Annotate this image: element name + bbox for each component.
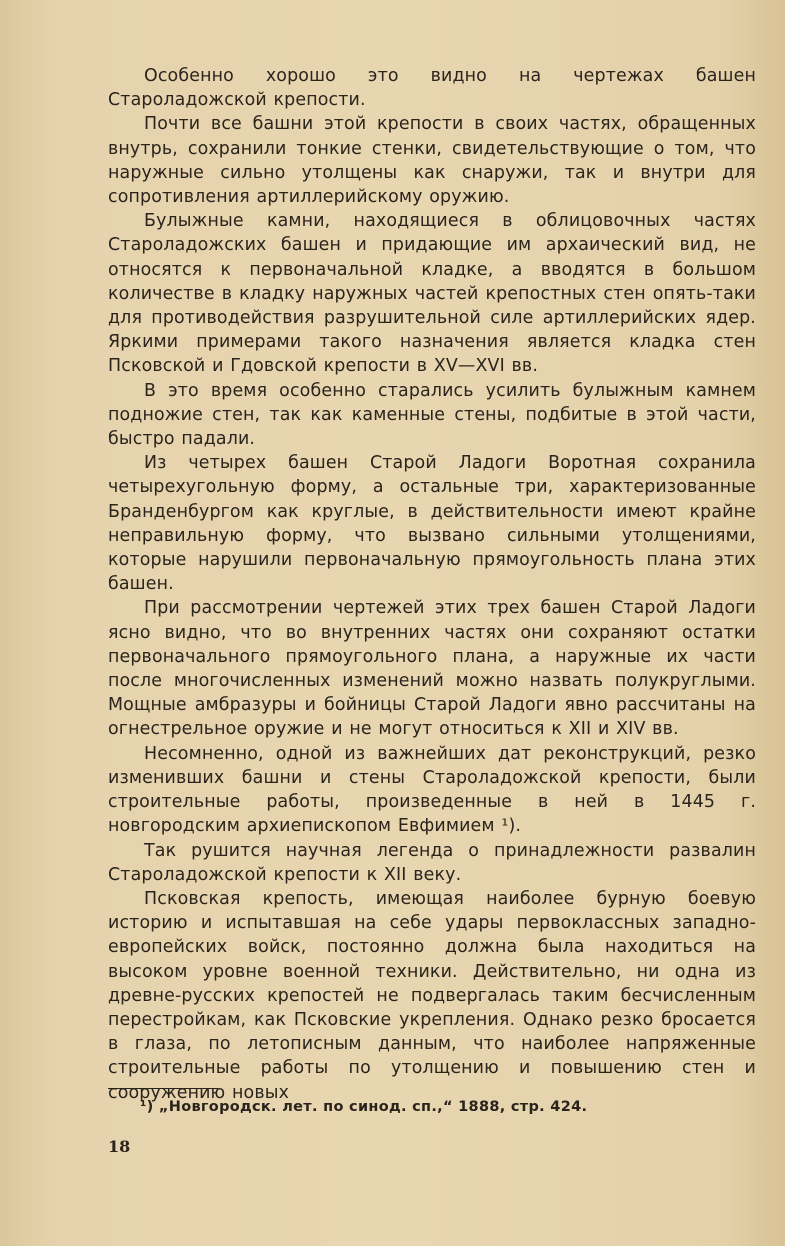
footnote-divider [108, 1088, 218, 1089]
paragraph: Из четырех башен Старой Ладоги Воротная сохранила четырехугольную форму, а остальные три, характеризованные Бранденбургом как круглые, в действительности имеют крайне неправильную форму, что вызвано сильными утолщениями, которые нарушили первоначальную прямоугольность плана этих башен. [108, 453, 756, 595]
paragraph: Почти все башни этой крепости в своих частях, обращенных внутрь, сохранили тонкие стенки, свидетельствующие о том, что наружные сильно утолщены как снаружи, так и внутри для сопротивления артиллерийскому оружию. [108, 114, 756, 208]
paragraph: В это время особенно старались усилить булыжным камнем подножие стен, так как каменные стены, подбитые в этой части, быстро падали. [108, 380, 756, 450]
footnote: ¹) „Новгородск. лет. по синод. сп.,“ 1888, стр. 424. [140, 1099, 588, 1115]
paragraph: Так рушится научная легенда о принадлежности развалин Староладожской крепости к XII веку. [108, 840, 756, 885]
page-number: 18 [108, 1137, 131, 1156]
paragraph: Особенно хорошо это видно на чертежах башен Староладожской крепости. [108, 66, 756, 111]
paragraph: Булыжные камни, находящиеся в облицовочных частях Староладожских башен и придающие им архаический вид, не относятся к первоначальной кладке, а вводятся в большом количестве в кладку наружных частей крепостных стен опять-таки для противодействия разрушительной силе артиллерийских ядер. Яркими примерами такого назначения является кладка стен Псковской и Гдовской крепости в XV—XVI вв. [108, 211, 756, 377]
paragraph: При рассмотрении чертежей этих трех башен Старой Ладоги ясно видно, что во внутренних частях они сохраняют остатки первоначального прямоугольного плана, а наружные их части после многочисленных изменений можно назвать полукруглыми. Мощные амбразуры и бойницы Старой Ладоги явно рассчитаны на огнестрельное оружие и не могут относиться к XII и XIV вв. [108, 598, 756, 740]
paragraph: Несомненно, одной из важнейших дат реконструкций, резко изменивших башни и стены Староладожской крепости, были строительные работы, произведенные в ней в 1445 г. новгородским архиепископом Евфимием ¹). [108, 743, 756, 837]
body-text [108, 64, 756, 1105]
paragraph: Псковская крепость, имеющая наиболее бурную боевую историю и испытавшая на себе удары первоклассных западно-европейских войск, постоянно должна была находиться на высоком уровне военной техники. Действительно, ни одна из древне-русских крепостей не подвергалась таким бесчисленным перестройкам, как Псковские укрепления. Однако резко бросается в глаза, по летописным данным, что наиболее напряженные строительные работы по утолщению и повышению стен и сооружению новых [108, 888, 756, 1103]
